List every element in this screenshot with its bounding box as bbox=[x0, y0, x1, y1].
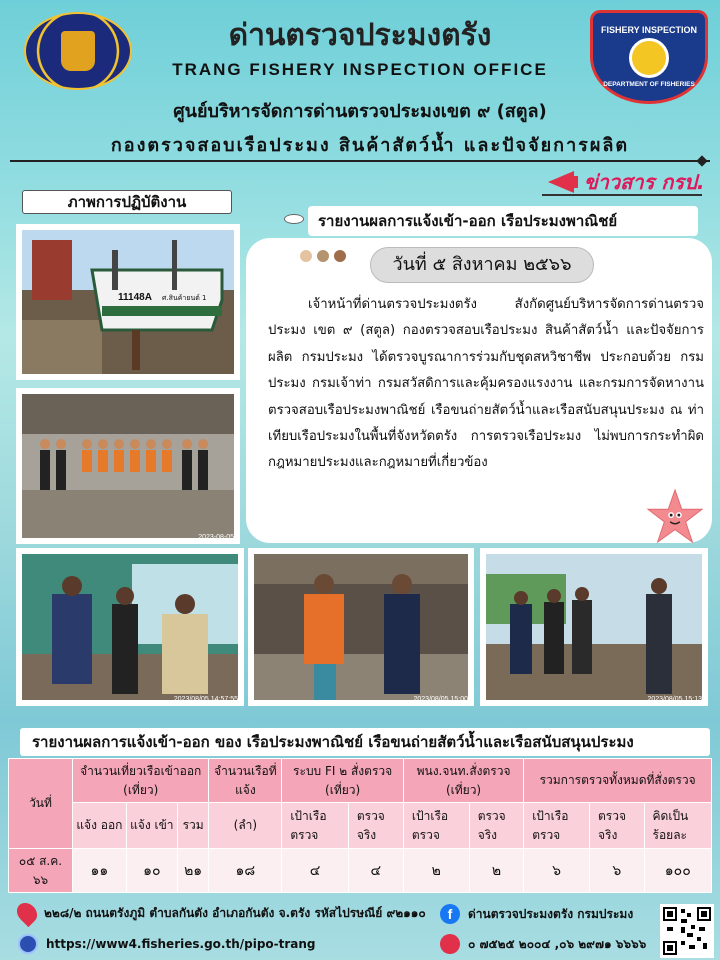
col-sum-actual: ตรวจ จริง bbox=[590, 803, 645, 849]
photo-timestamp: 2023/08/05 15:00 bbox=[413, 696, 468, 703]
table-title: รายงานผลการแจ้งเข้า-ออก ของ เรือประมงพาณิชย์ เรือขนถ่ายสัตว์น้ำและเรือสนับสนุนประมง bbox=[20, 728, 710, 756]
logo-right-top-text: FISHERY INSPECTION bbox=[600, 25, 698, 35]
col-group-total-inspection: รวมการตรวจทั้งหมดที่สั่งตรวจ bbox=[524, 759, 712, 803]
col-fi-actual: ตรวจ จริง bbox=[348, 803, 403, 849]
phone-text: ๐ ๗๕๒๕ ๒๐๐๔ ,๐๖ ๒๙๗๑ ๖๖๖๖ bbox=[468, 936, 647, 951]
subtitle-regional-center: ศูนย์บริหารจัดการด่านตรวจประมงเขต ๙ (สตูล) bbox=[173, 101, 547, 122]
col-percent: คิดเป็น ร้อยละ bbox=[644, 803, 711, 849]
website-link[interactable]: https://www4.fisheries.go.th/pipo-trang bbox=[46, 937, 316, 951]
page-title-english: TRANG FISHERY INSPECTION OFFICE bbox=[172, 60, 548, 79]
col-total: รวม bbox=[177, 803, 209, 849]
photo-boats-at-pier bbox=[16, 224, 240, 380]
footer-facebook[interactable] bbox=[440, 904, 633, 924]
footer-phone bbox=[440, 934, 646, 954]
news-label: ข่าวสาร กรป. bbox=[584, 170, 705, 194]
cell-in: ๑๐ bbox=[126, 849, 177, 893]
boat-name: ศ.สินค้ายนต์ 1 bbox=[162, 294, 207, 302]
map-pin-icon bbox=[13, 899, 41, 927]
badge-icon bbox=[629, 38, 669, 78]
footer-address bbox=[18, 902, 426, 924]
article-date: วันที่ ๕ สิงหาคม ๒๕๖๖ bbox=[370, 247, 594, 283]
fishery-inspection-logo bbox=[590, 10, 708, 104]
decorative-dots bbox=[300, 250, 346, 262]
photo-inspection-2 bbox=[248, 548, 474, 706]
cell-sum-target: ๖ bbox=[524, 849, 590, 893]
col-group-boats: จำนวนเรือที่แจ้ง bbox=[209, 759, 282, 803]
table-subheader-row bbox=[9, 803, 712, 849]
cell-staff-actual: ๒ bbox=[469, 849, 524, 893]
col-sum-target: เป้าเรือ ตรวจ bbox=[524, 803, 590, 849]
cell-sum-actual: ๖ bbox=[590, 849, 645, 893]
bird-icon bbox=[284, 210, 306, 226]
col-staff-target: เป้าเรือ ตรวจ bbox=[403, 803, 469, 849]
photo-timestamp: 2023-08-05 bbox=[198, 534, 234, 541]
photo-inspection-1 bbox=[16, 548, 244, 706]
col-group-trips: จำนวนเที่ยวเรือเข้าออก (เที่ยว) bbox=[73, 759, 209, 803]
page-title: ด่านตรวจประมงตรัง bbox=[228, 18, 492, 53]
boat-number: 11148A bbox=[118, 292, 152, 303]
logo-right-bottom-text: DEPARTMENT OF FISHERIES bbox=[603, 81, 695, 88]
report-heading: รายงานผลการแจ้งเข้า-ออก เรือประมงพาณิชย์ bbox=[308, 206, 698, 236]
photo-team-group bbox=[16, 388, 240, 544]
department-of-fisheries-logo bbox=[24, 12, 132, 90]
cell-boats: ๑๘ bbox=[209, 849, 282, 893]
globe-icon bbox=[18, 934, 38, 954]
cell-fi-target: ๔ bbox=[282, 849, 349, 893]
address-text: ๒๒๘/๒ ถนนตรังภูมิ ตำบลกันตัง อำเภอกันตัง จ.ตรัง รหัสไปรษณีย์ ๙๒๑๑๐ bbox=[44, 905, 426, 920]
dot-2 bbox=[317, 250, 329, 262]
footer-website[interactable] bbox=[18, 934, 316, 954]
phone-icon bbox=[440, 934, 460, 954]
cell-percent: ๑๐๐ bbox=[644, 849, 711, 893]
col-fi-target: เป้าเรือ ตรวจ bbox=[282, 803, 349, 849]
cell-out: ๑๑ bbox=[73, 849, 127, 893]
news-underline bbox=[542, 194, 702, 196]
cell-staff-target: ๒ bbox=[403, 849, 469, 893]
table-row bbox=[9, 849, 712, 893]
dot-3 bbox=[334, 250, 346, 262]
facebook-icon: f bbox=[440, 904, 460, 924]
emblem-icon bbox=[61, 31, 95, 71]
article-body: เจ้าหน้าที่ด่านตรวจประมงตรัง สังกัดศูนย์บริหารจัดการด่านตรวจประมง เขต ๙ (สตูล) กองตรวจสอบเรือประมง สินค้าสัตว์น้ำ และปัจจัยการผลิต กรมประมง ได้ตรวจบูรณาการร่วมกับชุดสหวิชาชีพ ประกอบด้วย กรมประมง กรมเจ้าท่า กรมสวัสดิการและคุ้มครองแรงงาน และกรมการจัดหางาน ตรวจสอบเรือประมงพาณิชย์ เรือขนถ่ายสัตว์น้ำและเรือสนับสนุนประมง ณ ท่าเทียบเรือประมงในพื้นที่จังหวัดตรัง การตรวจเรือประมง ไม่พบการกระทำผิดกฎหมายประมงและกฎหมายที่เกี่ยวข้อง bbox=[268, 297, 704, 471]
starfish-icon bbox=[646, 488, 704, 546]
col-group-staff: พนง.จนท.สั่งตรวจ (เที่ยว) bbox=[403, 759, 523, 803]
table-header-row bbox=[9, 759, 712, 803]
col-unit: (ลำ) bbox=[209, 803, 282, 849]
cell-fi-actual: ๔ bbox=[348, 849, 403, 893]
photo-timestamp: 2023/08/05 15:13 bbox=[647, 696, 702, 703]
dot-1 bbox=[300, 250, 312, 262]
col-notify-out: แจ้ง ออก bbox=[73, 803, 127, 849]
cell-total: ๒๑ bbox=[177, 849, 209, 893]
qr-code[interactable] bbox=[660, 904, 714, 958]
photo-inspection-3 bbox=[480, 548, 708, 706]
section-label-operations: ภาพการปฏิบัติงาน bbox=[22, 190, 232, 214]
megaphone-icon bbox=[540, 169, 580, 195]
header-divider bbox=[10, 160, 710, 162]
stats-table bbox=[8, 758, 712, 893]
col-group-fi2: ระบบ FI ๒ สั่งตรวจ (เที่ยว) bbox=[282, 759, 404, 803]
facebook-text: ด่านตรวจประมงตรัง กรมประมง bbox=[468, 906, 634, 921]
col-notify-in: แจ้ง เข้า bbox=[126, 803, 177, 849]
col-day-header: วันที่ bbox=[9, 759, 73, 849]
subtitle-division: กองตรวจสอบเรือประมง สินค้าสัตว์น้ำ และปัจจัยการผลิต bbox=[110, 135, 630, 156]
cell-day: ๐๕ ส.ค. ๖๖ bbox=[9, 849, 73, 893]
photo-timestamp: 2023/08/05 14:57:55 bbox=[173, 696, 238, 703]
col-staff-actual: ตรวจ จริง bbox=[469, 803, 524, 849]
